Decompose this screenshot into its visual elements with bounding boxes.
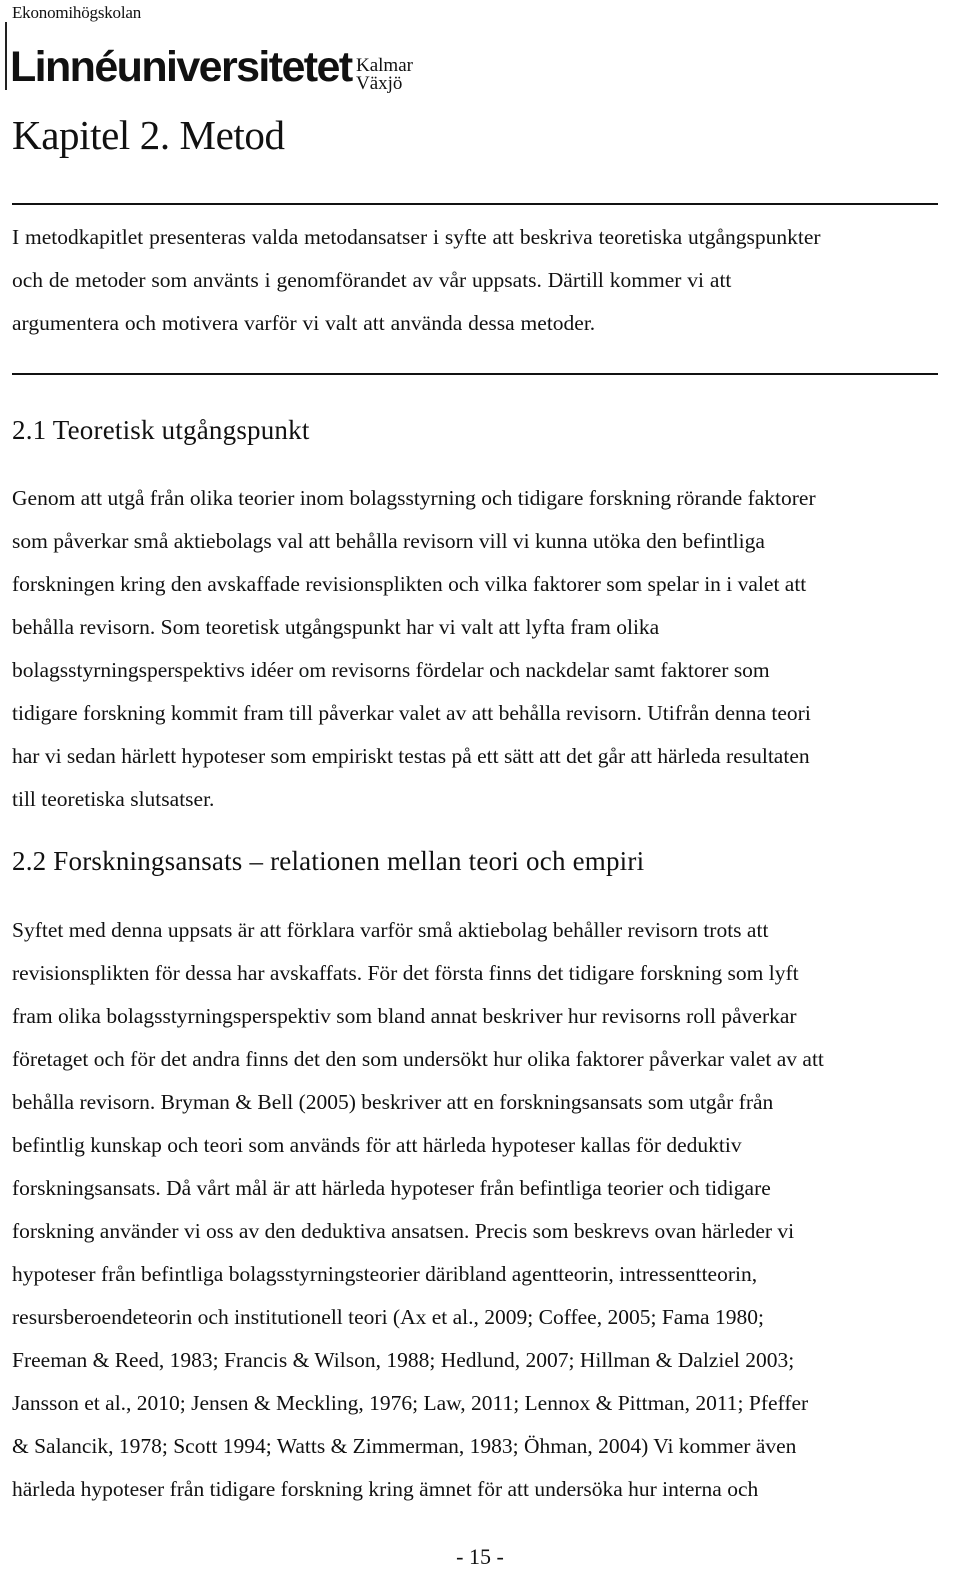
paragraph-line: forskningsansats. Då vårt mål är att härleda hypoteser från befintliga teorier och tidigare [12, 1176, 771, 1200]
header-divider [5, 22, 7, 90]
university-logo: Linnéuniversitetet [10, 43, 352, 91]
section-2-2-heading: 2.2 Forskningsansats – relationen mellan teori och empiri [12, 846, 645, 876]
paragraph-line: & Salancik, 1978; Scott 1994; Watts & Zimmerman, 1983; Öhman, 2004) Vi kommer även [12, 1434, 797, 1458]
section-2-2-paragraph [12, 909, 948, 1511]
paragraph-line: Jansson et al., 2010; Jensen & Meckling, 1976; Law, 2011; Lennox & Pittman, 2011; Pfeffer [12, 1391, 809, 1415]
paragraph-line: fram olika bolagsstyrningsperspektiv som bland annat beskriver hur revisorns roll påverkar [12, 1004, 797, 1028]
campus-kalmar: Kalmar [356, 55, 413, 76]
paragraph-line: forskningen kring den avskaffade revisionsplikten och vilka faktorer som spelar in i valet att [12, 572, 807, 596]
paragraph-line: till teoretiska slutsatser. [12, 787, 215, 811]
section-2-1-heading: 2.1 Teoretisk utgångspunkt [12, 415, 310, 445]
top-divider [12, 203, 938, 205]
paragraph-line: Syftet med denna uppsats är att förklara varför små aktiebolag behåller revisorn trots att [12, 918, 769, 942]
paragraph-line: tidigare forskning kommit fram till påverkar valet av att behålla revisorn. Utifrån denna teori [12, 701, 811, 725]
paragraph-line: Genom att utgå från olika teorier inom bolagsstyrning och tidigare forskning rörande faktorer [12, 486, 816, 510]
paragraph-line: behålla revisorn. Bryman & Bell (2005) beskriver att en forskningsansats som utgår från [12, 1090, 774, 1114]
page-number: - 15 - [456, 1544, 504, 1569]
paragraph-line: resursberoendeteorin och institutionell teori (Ax et al., 2009; Coffee, 2005; Fama 1980; [12, 1305, 764, 1329]
paragraph-line: hypoteser från befintliga bolagsstyrningsteorier däribland agentteorin, intressentteorin, [12, 1262, 758, 1286]
paragraph-line: företaget och för det andra finns det den som undersökt hur olika faktorer påverkar valet av att [12, 1047, 824, 1071]
intro-paragraph [12, 216, 948, 345]
bottom-divider [12, 373, 938, 375]
paragraph-line: bolagsstyrningsperspektivs idéer om revisorns fördelar och nackdelar samt faktorer som [12, 658, 770, 682]
department-name: Ekonomihögskolan [12, 3, 142, 22]
paragraph-line: befintlig kunskap och teori som används för att härleda hypoteser kallas för deduktiv [12, 1133, 742, 1157]
intro-line: argumentera och motivera varför vi valt att använda dessa metoder. [12, 311, 596, 335]
section-2-1-paragraph [12, 477, 948, 821]
chapter-title: Kapitel 2. Metod [12, 112, 285, 158]
paragraph-line: härleda hypoteser från tidigare forskning kring ämnet för att undersöka hur interna och [12, 1477, 759, 1501]
paragraph-line: revisionsplikten för dessa har avskaffats. För det första finns det tidigare forskning som lyft [12, 961, 799, 985]
campus-names [356, 57, 413, 93]
intro-line: och de metoder som använts i genomförandet av vår uppsats. Därtill kommer vi att [12, 268, 732, 292]
paragraph-line: behålla revisorn. Som teoretisk utgångspunkt har vi valt att lyfta fram olika [12, 615, 660, 639]
paragraph-line: som påverkar små aktiebolags val att behålla revisorn vill vi kunna utöka den befintliga [12, 529, 765, 553]
paragraph-line: har vi sedan härlett hypoteser som empiriskt testas på ett sätt att det går att härleda resultaten [12, 744, 810, 768]
campus-vaxjo: Växjö [356, 73, 403, 94]
paragraph-line: Freeman & Reed, 1983; Francis & Wilson, 1988; Hedlund, 2007; Hillman & Dalziel 2003; [12, 1348, 795, 1372]
paragraph-line: forskning använder vi oss av den deduktiva ansatsen. Precis som beskrevs ovan härleder vi [12, 1219, 795, 1243]
intro-line: I metodkapitlet presenteras valda metodansatser i syfte att beskriva teoretiska utgångspunkter [12, 225, 821, 249]
